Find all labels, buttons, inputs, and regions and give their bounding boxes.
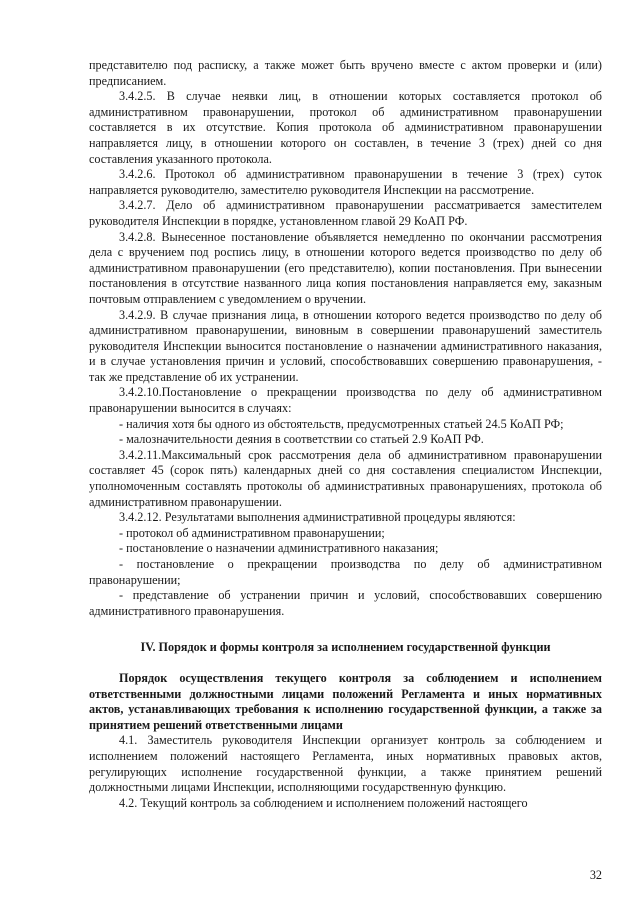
paragraph-3-4-2-5: 3.4.2.5. В случае неявки лиц, в отношении которых составляется протокол об административном правонарушении, протокол об административном правонарушении составляется в их отсутствие. Копия протокола об административном правонарушении направляется лицу, в отношении которого он составлен, в течение 3 (трех) дней со дня составления указанного протокола. bbox=[89, 89, 602, 166]
page-number: 32 bbox=[589, 868, 602, 882]
paragraph-3-4-2-12: 3.4.2.12. Результатами выполнения административной процедуры являются: bbox=[119, 510, 516, 525]
list-item-protocol: - протокол об административном правонарушении; bbox=[119, 525, 385, 540]
paragraph-3-4-2-9: 3.4.2.9. В случае признания лица, в отношении которого ведется производство по делу об административном правонарушении, виновным в совершении правонарушений заместитель руководителя Инспекции выносится постановление о назначении административного наказания, и в случае установления причин и условий, способствовавших совершению правонарушения, - так же представление об их устранении. bbox=[89, 307, 602, 384]
paragraph-4-1: 4.1. Заместитель руководителя Инспекции организует контроль за соблюдением и исполнением положений настоящего Регламента, иных нормативных правовых актов, регулирующих исполнение государственной функции, а также принятием решений должностными лицами Инспекции, исполняющими государственную функцию. bbox=[89, 733, 602, 795]
subsection-title: Порядок осуществления текущего контроля за соблюдением и исполнением ответственными должностными лицами положений Регламента и иных нормативных актов, устанавливающих требования к исполнению государственной функции, а также за принятием решений ответственными лицами bbox=[89, 670, 602, 732]
section-heading: IV. Порядок и формы контроля за исполнением государственной функции bbox=[140, 640, 551, 655]
list-item-termination-resolution: - постановление о прекращении производства по делу об административном правонарушении; bbox=[89, 557, 602, 587]
list-item-insignificance: - малозначительности деяния в соответствии со статьей 2.9 КоАП РФ. bbox=[119, 432, 484, 447]
paragraph-3-4-2-10: 3.4.2.10.Постановление о прекращении производства по делу об административном правонарушении выносится в случаях: bbox=[89, 385, 602, 416]
list-item-penalty-resolution: - постановление о назначении административного наказания; bbox=[119, 541, 439, 556]
paragraph-3-4-2-7: 3.4.2.7. Дело об административном правонарушении рассматривается заместителем руководителя Инспекции в порядке, установленном главой 29 КоАП РФ. bbox=[89, 198, 602, 228]
paragraph-4-2: 4.2. Текущий контроль за соблюдением и исполнением положений настоящего bbox=[119, 795, 528, 810]
paragraph-3-4-2-11: 3.4.2.11.Максимальный срок рассмотрения дела об административном правонарушении составляет 45 (сорок пять) календарных дней со дня составления специалистом Инспекции, уполномоченным составлять протоколы об административных правонарушениях, протокола об административном правонарушении. bbox=[89, 447, 602, 509]
list-item-circumstances: - наличия хотя бы одного из обстоятельств, предусмотренных статьей 24.5 КоАП РФ; bbox=[119, 416, 564, 431]
paragraph-3-4-2-8: 3.4.2.8. Вынесенное постановление объявляется немедленно по окончании рассмотрения дела с вручением под роспись лицу, в отношении которого ведется производство по делу об административном правонарушении (его представителю), копии постановления. При вынесении постановления в отсутствие названного лица копия постановления направляется ему, заказным почтовым отправлением с уведомлением о вручении. bbox=[89, 229, 602, 306]
paragraph-3-4-2-6: 3.4.2.6. Протокол об административном правонарушении в течение 3 (трех) суток направляется руководителю, заместителю руководителя Инспекции на рассмотрение. bbox=[89, 167, 602, 197]
paragraph-continuation: представителю под расписку, а также может быть вручено вместе с актом проверки и (или) предписанием. bbox=[89, 58, 602, 88]
list-item-elimination-representation: - представление об устранении причин и условий, способствовавших совершению административного правонарушения. bbox=[89, 588, 602, 618]
